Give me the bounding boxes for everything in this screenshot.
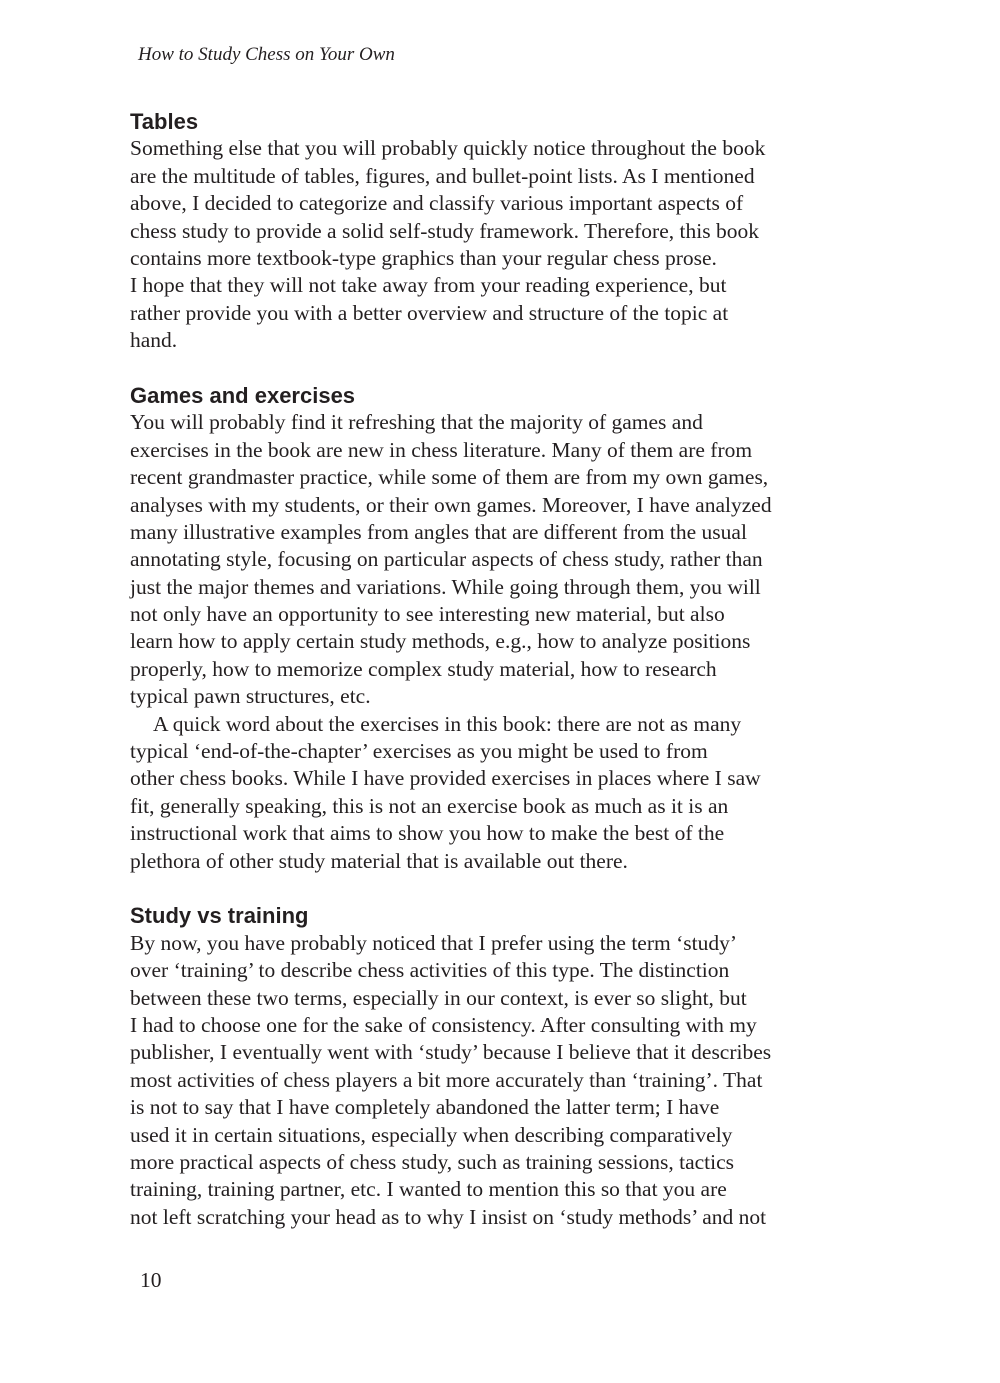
page-body	[130, 108, 870, 1231]
text-line: I hope that they will not take away from your reading experience, but	[130, 273, 727, 298]
text-line: typical pawn structures, etc.	[130, 684, 371, 709]
paragraph	[130, 135, 870, 354]
text-line: not left scratching your head as to why I insist on ‘study methods’ and not	[130, 1204, 767, 1229]
text-line: are the multitude of tables, figures, and bullet-point lists. As I mentioned	[130, 163, 755, 188]
page-number: 10	[140, 1268, 162, 1292]
section-tables	[130, 108, 870, 355]
text-line: other chess books. While I have provided exercises in places where I saw	[130, 766, 761, 791]
running-header: How to Study Chess on Your Own	[138, 44, 395, 65]
text-line: contains more textbook-type graphics than your regular chess prose.	[130, 245, 717, 270]
text-line: fit, generally speaking, this is not an exercise book as much as it is an	[130, 793, 729, 818]
text-line: just the major themes and variations. While going through them, you will	[130, 574, 761, 599]
text-line: exercises in the book are new in chess literature. Many of them are from	[130, 437, 753, 462]
text-line: more practical aspects of chess study, such as training sessions, tactics	[130, 1149, 735, 1174]
text-line: above, I decided to categorize and classify various important aspects of	[130, 191, 744, 216]
text-line: A quick word about the exercises in this book: there are not as many	[153, 711, 742, 736]
text-line: analyses with my students, or their own games. Moreover, I have analyzed	[130, 492, 772, 517]
text-line: used it in certain situations, especially when describing comparatively	[130, 1122, 733, 1147]
text-line: You will probably find it refreshing that the majority of games and	[130, 410, 703, 435]
text-line: Something else that you will probably quickly notice throughout the book	[130, 136, 766, 161]
section-spacer	[130, 355, 870, 382]
section-spacer	[130, 875, 870, 902]
text-line: learn how to apply certain study methods, e.g., how to analyze positions	[130, 629, 751, 654]
text-line: many illustrative examples from angles that are different from the usual	[130, 519, 747, 544]
text-line: recent grandmaster practice, while some of them are from my own games,	[130, 465, 769, 490]
text-line: typical ‘end-of-the-chapter’ exercises as you might be used to from	[130, 739, 708, 764]
text-line: not only have an opportunity to see interesting new material, but also	[130, 602, 725, 627]
paragraph	[130, 409, 870, 710]
text-line: over ‘training’ to describe chess activities of this type. The distinction	[130, 958, 730, 983]
paragraph	[130, 930, 870, 1231]
text-line: annotating style, focusing on particular aspects of chess study, rather than	[130, 547, 763, 572]
text-line: By now, you have probably noticed that I prefer using the term ‘study’	[130, 930, 738, 955]
text-line: I had to choose one for the sake of consistency. After consulting with my	[130, 1012, 757, 1037]
text-line: rather provide you with a better overview and structure of the topic at	[130, 300, 729, 325]
text-line: properly, how to memorize complex study material, how to research	[130, 656, 717, 681]
section-heading: Tables	[130, 109, 199, 134]
section-study-vs-training	[130, 902, 870, 1231]
text-line: plethora of other study material that is available out there.	[130, 848, 628, 873]
text-line: publisher, I eventually went with ‘study’ because I believe that it describes	[130, 1040, 772, 1065]
text-line: is not to say that I have completely abandoned the latter term; I have	[130, 1095, 720, 1120]
section-heading: Study vs training	[130, 903, 309, 929]
paragraph	[130, 711, 870, 875]
section-games-and-exercises	[130, 382, 870, 875]
text-line: hand.	[130, 328, 178, 353]
text-line: most activities of chess players a bit more accurately than ‘training’. That	[130, 1067, 763, 1092]
section-heading: Games and exercises	[130, 382, 356, 408]
text-line: instructional work that aims to show you how to make the best of the	[130, 821, 725, 846]
text-line: training, training partner, etc. I wanted to mention this so that you are	[130, 1177, 727, 1202]
text-line: chess study to provide a solid self-study framework. Therefore, this book	[130, 218, 759, 243]
text-line: between these two terms, especially in our context, is ever so slight, but	[130, 985, 747, 1010]
